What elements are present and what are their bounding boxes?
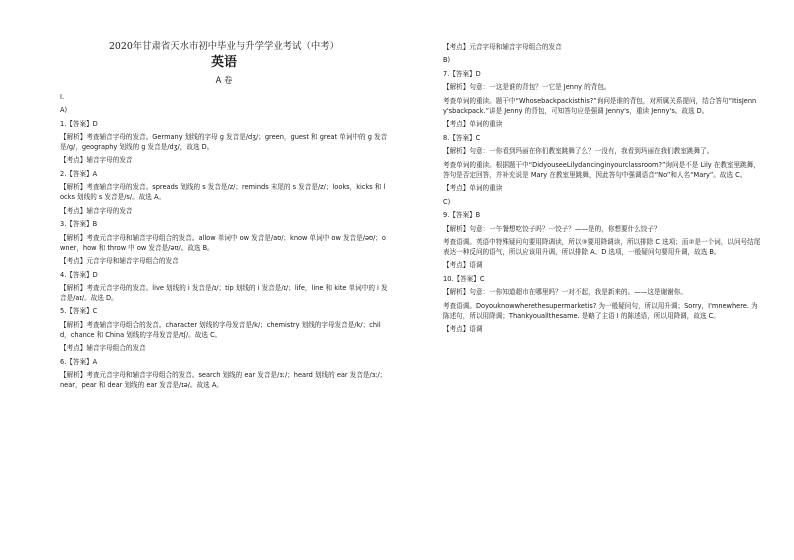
analysis-paragraph: 【解析】考查辅音字母的发音。spreads 划线的 s 发音是/z/；reminds 末尾的 s 发音是/z/；looks，kicks 和 locks 划线的 s 发音是/s/。故选 A。: [60, 183, 386, 202]
topic-line: 【考点】辅音字母的发音: [60, 206, 133, 215]
answer-line: 3.【答案】B: [60, 220, 98, 229]
analysis-paragraph: 考查单词的重读。题干中“Whosebackpackisthis?”询问是谁的背包，对所属关系提问，结合答句“ItisJenny'sbackpack.”讲是 Jenny 的背包，可知答句应是强调 Jenny's，重读 Jenny's。故选 D。: [443, 96, 757, 115]
subsection-label: C): [443, 197, 451, 206]
topic-line: 【考点】单词的重读: [443, 120, 503, 129]
topic-line: 【考点】语调: [443, 261, 483, 270]
analysis-paragraph: 【解析】考查元音字母和辅音字母组合的发音。search 划线的 ear 发音是/ɜː/；heard 划线的 ear 发音是/ɜː/；near，pear 和 dear 划线的 ear 发音是/ɪə/。故选 A。: [60, 371, 387, 390]
answer-line: 1.【答案】D: [60, 119, 98, 128]
analysis-paragraph: 【解析】句意：一这是谁的背包？一它是 Jenny 的背包。: [443, 83, 611, 92]
section-label: I.: [60, 92, 65, 101]
analysis-paragraph: 【解析】句意：一午餐想吃饺子吗？一饺子？——是的，你想要什么饺子？: [443, 224, 661, 233]
topic-line: 【考点】语调: [443, 325, 483, 334]
analysis-paragraph: 【解析】考查辅音字母的发音。Germany 划线的字母 g 发音是/dʒ/；green，guest 和 great 单词中的 g 发音是/ɡ/，geography 划线的 g 发音是/dʒ/，故选 D。: [60, 133, 388, 151]
analysis-paragraph: 【解析】考查元音字母和辅音字母组合的发音。allow 单词中 ow 发音是/aʊ/；know 单词中 ow 发音是/əʊ/；owner，how 和 throw 中 ow 发音是/əʊ/。故选 B。: [60, 233, 386, 252]
answer-line: 8.【答案】C: [443, 133, 481, 142]
paper-label: A 卷: [215, 75, 233, 85]
left-column: [60, 40, 388, 395]
answer-line: 9.【答案】B: [443, 211, 481, 220]
topic-line: 【考点】单词的重读: [443, 184, 503, 193]
subject-title: 英语: [210, 55, 237, 71]
topic-line: 【考点】辅音字母的发音: [60, 156, 133, 165]
right-column: [443, 43, 761, 339]
subsection-label: B): [443, 56, 451, 65]
analysis-paragraph: 考查语调。Doyouknowwherethesupermarketis? 为一般疑问句，所以用升调；Sorry，I'mnewhere. 为陈述句，所以用降调；Thankyouallthesame. 是略了主语 I 的陈述语，所以用降调，故选 C。: [443, 301, 758, 320]
analysis-paragraph: 【解析】句意：一你看到玛丽在你们教室跳舞了么？一没有，我看到玛丽在我们教室跳舞了。: [443, 147, 714, 156]
subsection-label: A): [60, 106, 68, 115]
analysis-paragraph: 考查单词的重读。根据题干中“DidyouseeLilydancinginyourclassroom?”询问是不是 Lily 在教室里跳舞，答句是否定回答，并补充说是 Mary 在教室里跳舞，因此答句中强调语音“No”和人名“Mary”。故选 C。: [443, 160, 760, 179]
analysis-paragraph: 【解析】句意：一你知道超市在哪里吗？一对不起，我是新来的。——这是谢谢你。: [443, 288, 687, 297]
answer-line: 4.【答案】D: [60, 270, 98, 279]
answer-line: 6.【答案】A: [60, 357, 98, 366]
topic-line: 【考点】元音字母和辅音字母组合的发音: [60, 257, 179, 266]
analysis-paragraph: 【解析】考查辅音字母组合的发音。character 划线的字母发音是/k/；chemistry 划线的字母发音是/k/；child，chance 和 China 划线的字母发音是/tʃ/。故选 C。: [60, 320, 381, 339]
answer-line: 7.【答案】D: [443, 69, 481, 78]
analysis-paragraph: 【解析】考查元音字母的发音。live 划线的 i 发音是/ɪ/；tip 划线的 i 发音是/ɪ/；life，line 和 kite 单词中的 i 发音是/aɪ/。故选 D。: [60, 284, 388, 302]
answer-line: 2.【答案】A: [60, 169, 98, 178]
exam-title: 2020年甘肃省天水市初中毕业与升学学业考试（中考）: [108, 41, 340, 52]
topic-line: 【考点】元音字母和辅音字母组合的发音: [443, 43, 562, 51]
answer-line: 10.【答案】C: [443, 274, 485, 283]
answer-line: 5.【答案】C: [60, 307, 98, 316]
topic-line: 【考点】辅音字母组合的发音: [60, 344, 146, 353]
analysis-paragraph: 考查语调。英语中特殊疑问句要用降调读，所以③要用降调读，所以排除 C 选项；而②是一个词，以问号结尾表达一种反问的语气，所以应该用升调，所以排除 A、D 选项，一般疑问句要用升调，故选 B。: [443, 238, 761, 256]
